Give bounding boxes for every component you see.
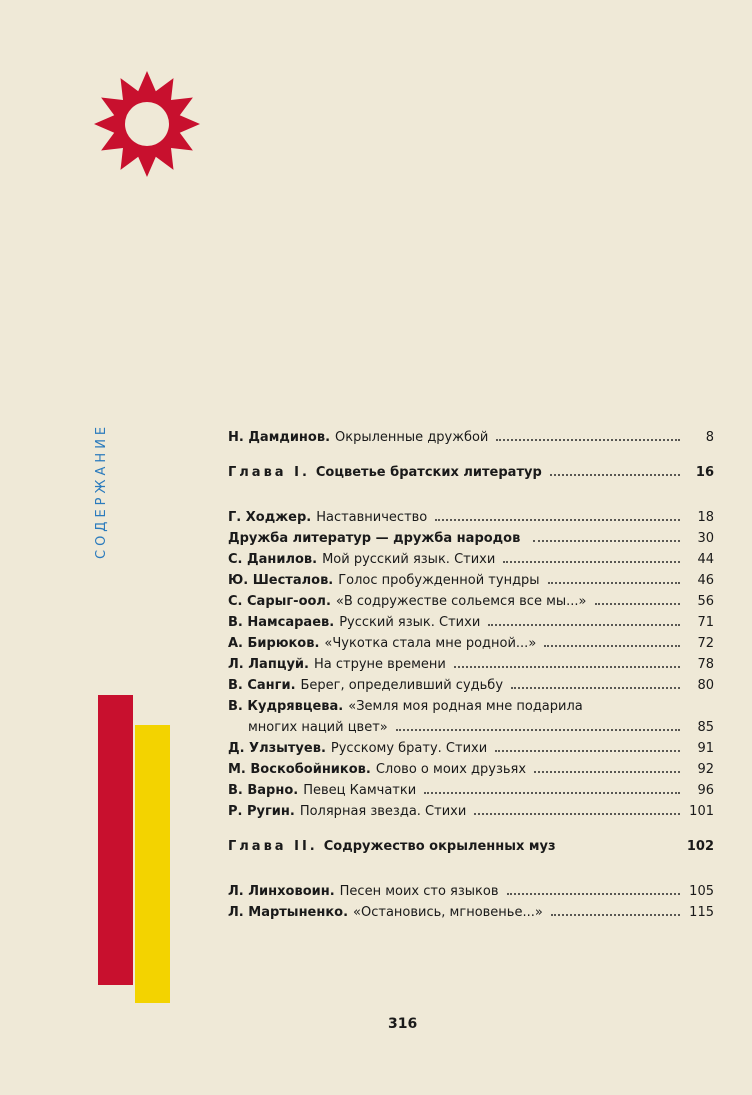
entry-author: В. Санги. — [228, 678, 296, 693]
dot-leader — [424, 792, 680, 794]
chapter-title: Соцветье братских литератур — [315, 465, 542, 480]
toc-chapter[interactable] — [228, 836, 714, 857]
entry-page: 105 — [689, 884, 714, 899]
entry-title: Наставничество — [316, 510, 428, 525]
toc-entry[interactable] — [228, 549, 714, 570]
toc-entry[interactable] — [228, 570, 714, 591]
entry-author: С. Данилов. — [228, 552, 318, 567]
entry-author: В. Намсараев. — [228, 615, 335, 630]
sun-center — [125, 102, 169, 146]
entry-author: Д. Улзытуев. — [228, 741, 326, 756]
entry-author: В. Варно. — [228, 783, 299, 798]
entry-page: 16 — [695, 465, 714, 480]
dot-leader — [503, 561, 680, 563]
entry-author: Р. Ругин. — [228, 804, 295, 819]
dot-leader — [507, 893, 680, 895]
entry-title: Полярная звезда. Стихи — [299, 804, 467, 819]
entry-page: 78 — [697, 657, 714, 672]
yellow-bar-decoration — [135, 725, 170, 1003]
dot-leader — [550, 474, 680, 476]
dot-leader — [454, 666, 680, 668]
dot-leader — [533, 540, 680, 542]
entry-page: 102 — [686, 839, 714, 854]
entry-title: Русскому брату. Стихи — [330, 741, 488, 756]
entry-page: 92 — [697, 762, 714, 777]
entry-title: Песен моих сто языков — [339, 884, 499, 899]
toc-entry[interactable] — [228, 902, 714, 923]
toc-entry[interactable] — [228, 591, 714, 612]
dot-leader — [435, 519, 680, 521]
dot-leader — [495, 750, 680, 752]
toc-entry[interactable] — [228, 738, 714, 759]
sun-emblem — [93, 70, 201, 178]
dot-leader — [534, 771, 680, 773]
red-bar-decoration — [98, 695, 133, 985]
entry-title: На струне времени — [313, 657, 446, 672]
page-number: 316 — [388, 1016, 418, 1032]
toc-entry[interactable] — [228, 528, 714, 549]
toc-entry[interactable] — [228, 612, 714, 633]
toc-chapter[interactable] — [228, 462, 714, 483]
chapter-label: Глава II. — [228, 839, 318, 854]
table-of-contents — [228, 427, 714, 923]
entry-page: 85 — [697, 720, 714, 735]
entry-page: 71 — [697, 615, 714, 630]
dot-leader — [548, 582, 680, 584]
entry-author: Н. Дамдинов. — [228, 430, 331, 445]
dot-leader — [511, 687, 680, 689]
entry-title: «Остановись, мгновенье...» — [353, 905, 543, 920]
toc-entry[interactable] — [228, 654, 714, 675]
section-title: СОДЕРЖАНИЕ — [94, 422, 109, 560]
entry-page: 46 — [697, 573, 714, 588]
entry-author: В. Кудрявцева. — [228, 699, 344, 714]
entry-page: 91 — [697, 741, 714, 756]
entry-page: 56 — [697, 594, 714, 609]
entry-page: 96 — [697, 783, 714, 798]
entry-page: 72 — [697, 636, 714, 651]
entry-title: Слово о моих друзьях — [375, 762, 527, 777]
entry-author: Л. Линховоин. — [228, 884, 335, 899]
toc-entry[interactable] — [228, 675, 714, 696]
entry-author: М. Воскобойников. — [228, 762, 371, 777]
entry-title: «В содружестве сольемся все мы...» — [335, 594, 587, 609]
toc-entry[interactable] — [228, 696, 714, 717]
entry-title-continued: многих наций цвет» — [248, 720, 388, 735]
entry-author: Ю. Шесталов. — [228, 573, 334, 588]
entry-page: 18 — [697, 510, 714, 525]
dot-leader — [396, 729, 680, 731]
entry-title: Мой русский язык. Стихи — [322, 552, 496, 567]
entry-author: Л. Лапцуй. — [228, 657, 309, 672]
dot-leader — [488, 624, 680, 626]
entry-title: «Земля моя родная мне подарила — [348, 699, 583, 714]
entry-page: 44 — [697, 552, 714, 567]
toc-entry-continuation[interactable] — [228, 717, 714, 738]
entry-page: 30 — [697, 531, 714, 546]
entry-author: Дружба литератур — дружба народов — [228, 531, 521, 546]
entry-title: Певец Камчатки — [303, 783, 417, 798]
toc-entry[interactable] — [228, 881, 714, 902]
entry-page: 80 — [697, 678, 714, 693]
dot-leader — [496, 439, 680, 441]
entry-title: «Чукотка стала мне родной...» — [324, 636, 537, 651]
entry-title: Берег, определивший судьбу — [300, 678, 504, 693]
toc-entry[interactable] — [228, 780, 714, 801]
entry-page: 101 — [689, 804, 714, 819]
entry-page: 8 — [705, 430, 714, 445]
entry-author: Г. Ходжер. — [228, 510, 312, 525]
toc-entry[interactable] — [228, 507, 714, 528]
toc-entry[interactable] — [228, 801, 714, 822]
entry-author: С. Сарыг-оол. — [228, 594, 331, 609]
toc-entry[interactable] — [228, 427, 714, 448]
entry-page: 115 — [689, 905, 714, 920]
dot-leader — [551, 914, 680, 916]
entry-title: Окрыленные дружбой — [335, 430, 489, 445]
entry-title: Русский язык. Стихи — [339, 615, 481, 630]
dot-leader — [544, 645, 680, 647]
entry-title: Голос пробужденной тундры — [338, 573, 540, 588]
entry-author: А. Бирюков. — [228, 636, 320, 651]
chapter-title: Содружество окрыленных муз — [323, 839, 556, 854]
dot-leader — [595, 603, 681, 605]
toc-entry[interactable] — [228, 759, 714, 780]
chapter-label: Глава I. — [228, 465, 310, 480]
entry-author: Л. Мартыненко. — [228, 905, 349, 920]
dot-leader — [474, 813, 680, 815]
toc-entry[interactable] — [228, 633, 714, 654]
